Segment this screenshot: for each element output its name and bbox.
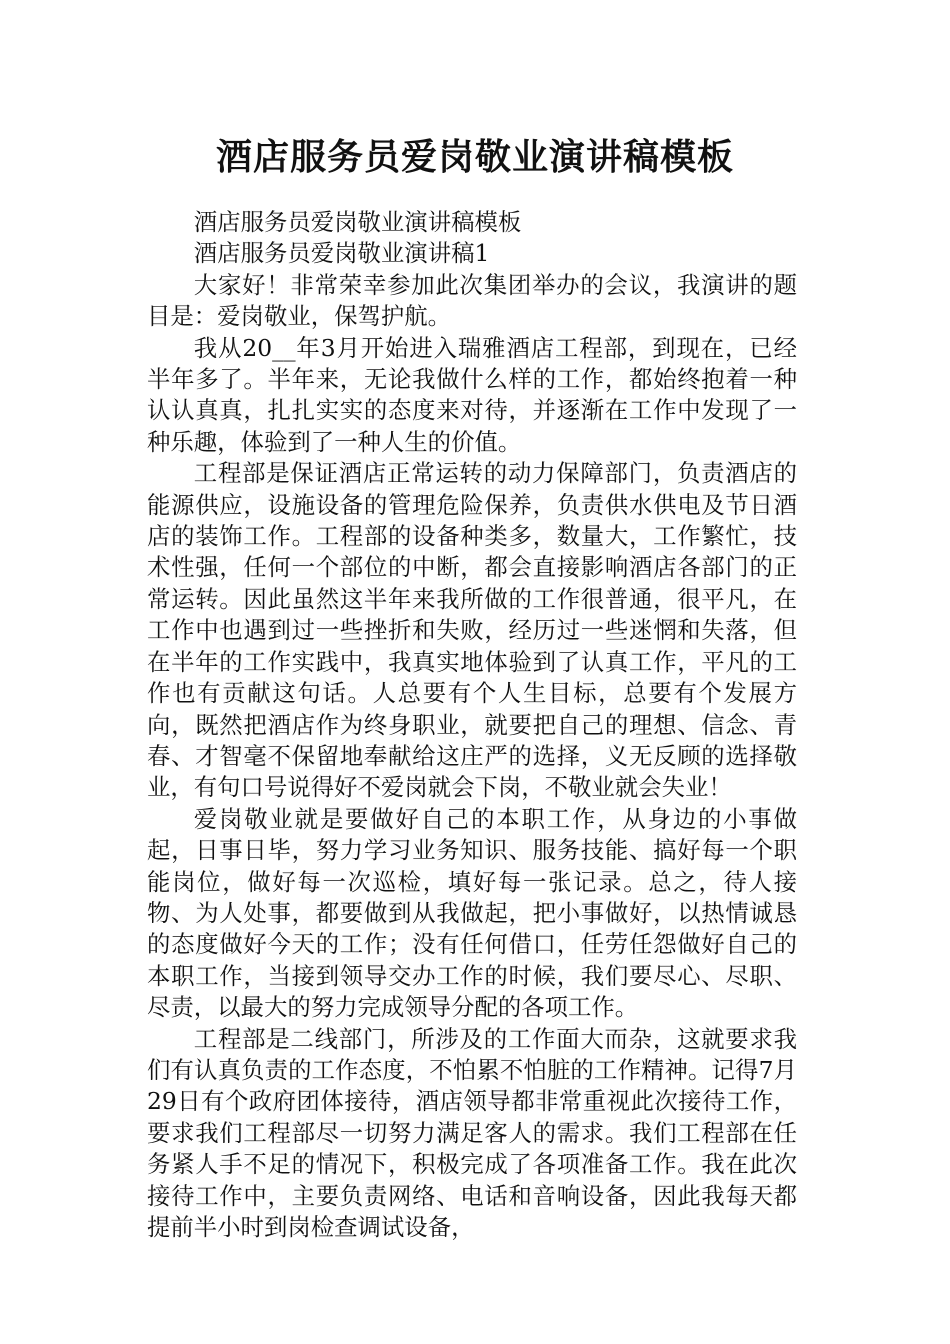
- paragraph-heading-repeat: 酒店服务员爱岗敬业演讲稿模板: [193, 208, 522, 236]
- paragraph-greeting: 大家好！非常荣幸参加此次集团举办的会议，我演讲的题目是：爱岗敬业，保驾护航。: [147, 270, 797, 331]
- document-body: [147, 207, 797, 1243]
- paragraph-intro: 我从20__年3月开始进入瑞雅酒店工程部，到现在，已经半年多了。半年来，无论我做什么样的工作，都始终抱着一种认认真真，扎扎实实的态度来对待，并逐渐在工作中发现了一种乐趣，体验到了一种人生的价值。: [147, 333, 797, 456]
- paragraph-reception: 工程部是二线部门，所涉及的工作面大而杂，这就要求我们有认真负责的工作态度，不怕累不怕脏的工作精神。记得7月29日有个政府团体接待，酒店领导都非常重视此次接待工作，要求我们工程部尽一切努力满足客人的需求。我们工程部在任务紧人手不足的情况下，积极完成了各项准备工作。我在此次接待工作中，主要负责网络、电话和音响设备，因此我每天都提前半小时到岗检查调试设备，: [147, 1024, 797, 1241]
- paragraph-dedication: 爱岗敬业就是要做好自己的本职工作，从身边的小事做起，日事日毕，努力学习业务知识、服务技能、搞好每一个职能岗位，做好每一次巡检，填好每一张记录。总之，待人接物、为人处事，都要做到从我做起，把小事做好，以热情诚恳的态度做好今天的工作；没有任何借口，任劳任怨做好自己的本职工作，当接到领导交办工作的时候，我们要尽心、尽职、尽责，以最大的努力完成领导分配的各项工作。: [147, 804, 797, 1022]
- paragraph-engineering-dept: 工程部是保证酒店正常运转的动力保障部门，负责酒店的能源供应，设施设备的管理危险保养，负责供水供电及节日酒店的装饰工作。工程部的设备种类多，数量大，工作繁忙，技术性强，任何一个部位的中断，都会直接影响酒店各部门的正常运转。因此虽然这半年来我所做的工作很普通，很平凡，在工作中也遇到过一些挫折和失败，经历过一些迷惘和失落，但在半年的工作实践中，我真实地体验到了认真工作，平凡的工作也有贡献这句话。人总要有个人生目标，总要有个发展方向，既然把酒店作为终身职业，就要把自己的理想、信念、青春、才智毫不保留地奉献给这庄严的选择，义无反顾的选择敬业，有句口号说得好不爱岗就会下岗，不敬业就会失业！: [147, 459, 797, 802]
- paragraph-subheading: 酒店服务员爱岗敬业演讲稿1: [193, 239, 490, 268]
- document-title: 酒店服务员爱岗敬业演讲稿模板: [215, 136, 734, 178]
